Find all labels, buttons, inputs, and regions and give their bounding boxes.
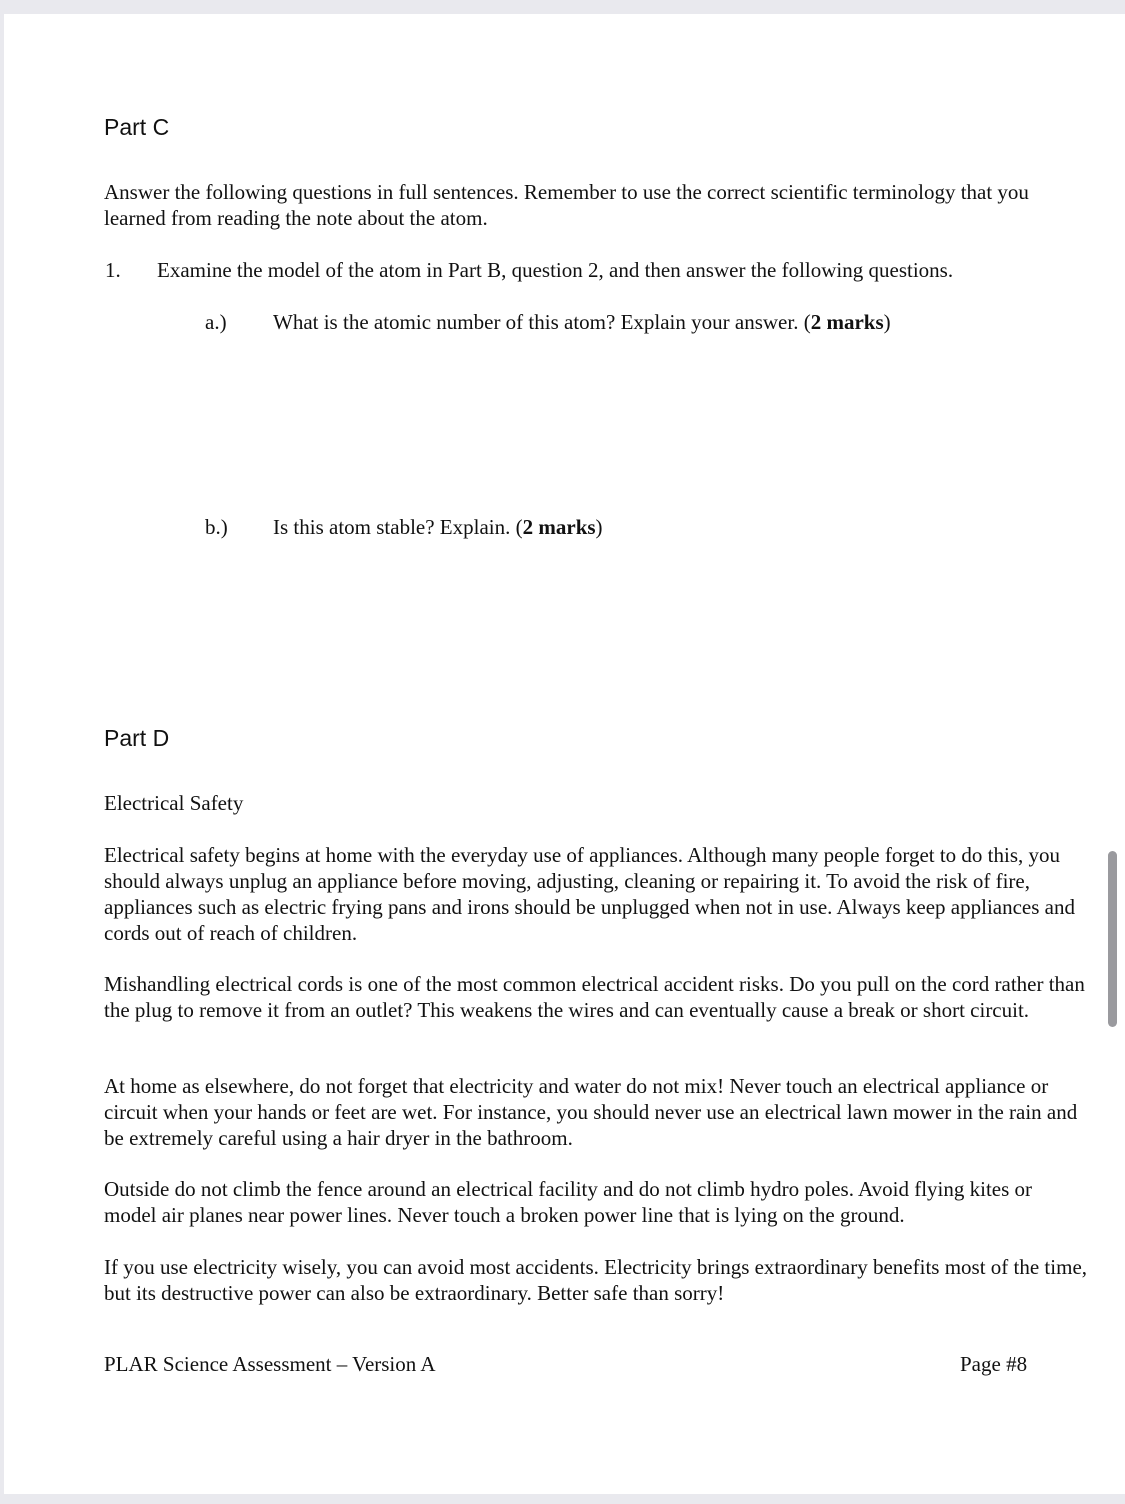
part-c-heading: Part C [104, 114, 170, 140]
vertical-scrollbar[interactable] [1108, 851, 1117, 1027]
question-1-text: Examine the model of the atom in Part B, question 2, and then answer the following questions. [157, 258, 954, 282]
document-page [4, 14, 1125, 1494]
question-1b-label: b.) [205, 515, 228, 539]
footer-assessment-title: PLAR Science Assessment – Version A [104, 1352, 436, 1376]
part-c-instructions: Answer the following questions in full sentences. Remember to use the correct scientific terminology that you learned from reading the note about the atom. [104, 180, 1029, 230]
safety-paragraph-4: Outside do not climb the fence around an electrical facility and do not climb hydro poles. Avoid flying kites or model air planes near power lines. Never touch a broken power line that is lying on the ground. [104, 1177, 1033, 1227]
footer-page-number: Page #8 [960, 1352, 1028, 1376]
question-1a-label: a.) [205, 310, 227, 334]
safety-paragraph-1: Electrical safety begins at home with the everyday use of appliances. Although many people forget to do this, you should always unplug an appliance before moving, adjusting, cleaning or repairing it. To avoid the risk of fire, appliances such as electric frying pans and irons should be unplugged when not in use. Always keep appliances and cords out of reach of children. [104, 843, 1075, 945]
safety-paragraph-3: At home as elsewhere, do not forget that electricity and water do not mix! Never touch an electrical appliance or circuit when your hands or feet are wet. For instance, you should never use an electrical lawn mower in the rain and be extremely careful using a hair dryer in the bathroom. [104, 1074, 1078, 1150]
safety-paragraph-2: Mishandling electrical cords is one of the most common electrical accident risks. Do you pull on the cord rather than the plug to remove it from an outlet? This weakens the wires and can eventually cause a break or short circuit. [104, 972, 1085, 1022]
part-d-heading: Part D [104, 725, 170, 751]
question-1a-text: What is the atomic number of this atom? Explain your answer. (2 marks) [273, 310, 891, 334]
question-1b-text: Is this atom stable? Explain. (2 marks) [273, 515, 603, 539]
part-d-title: Electrical Safety [104, 791, 244, 815]
question-1a-marks: 2 marks [810, 310, 884, 334]
question-1-number: 1. [105, 258, 121, 282]
question-1b-marks: 2 marks [522, 515, 596, 539]
safety-paragraph-5: If you use electricity wisely, you can avoid most accidents. Electricity brings extraordinary benefits most of the time, but its destructive power can also be extraordinary. Better safe than sorry! [104, 1255, 1088, 1305]
